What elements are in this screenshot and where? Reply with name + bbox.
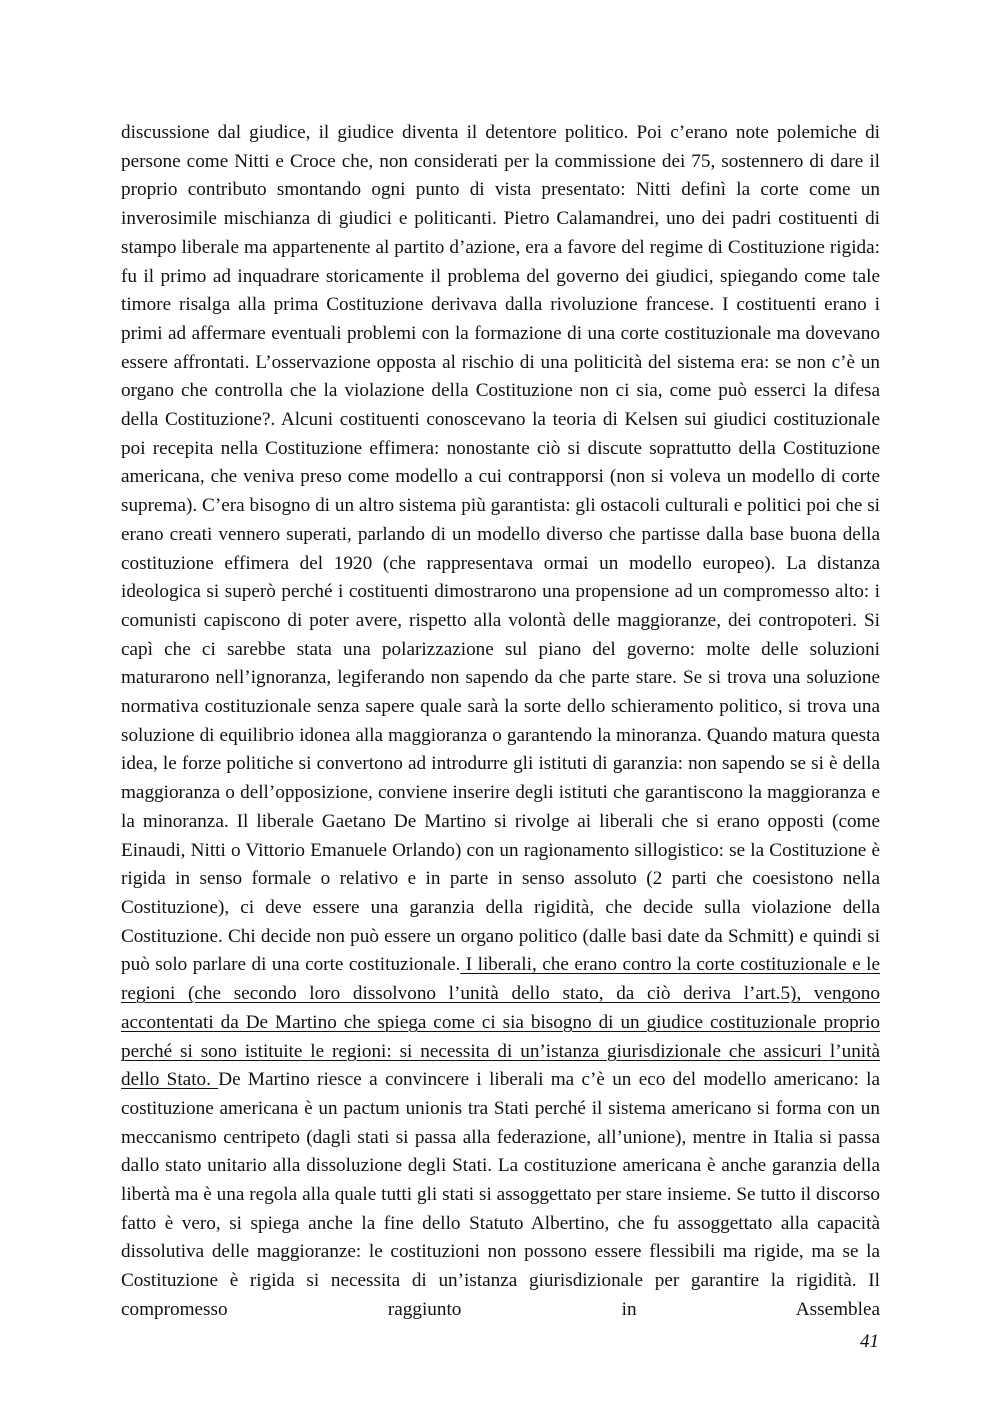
paragraph-text-after-underline: De Martino riesce a convincere i liberali ma c’è un eco del modello americano: la costituzione americana è un pactum unionis tra Stati perché il sistema americano si forma con un meccanismo centripeto (dagli stati si passa alla federazione, all’unione), mentre in Italia si passa dallo stato unitario alla dissoluzione degli Stati. La costituzione americana è anche garanzia della libertà ma è una regola alla quale tutti gli stati si assoggettato per stare insieme. Se tutto il discorso fatto è vero, si spiega anche la fine dello Statuto Albertino, che fu assoggettato alla capacità dissolutiva delle maggioranze: le costituzioni non possono essere flessibili ma rigide, ma se la Costituzione è rigida si necessita di un’istanza giurisdizionale per garantire la rigidità. Il compromesso raggiunto in Assemblea	[121, 1069, 881, 1320]
paragraph-text-underlined: I liberali, che erano contro la corte costituzionale e le regioni (che secondo loro dissolvono l’unità dello stato, da ciò deriva l’art.5), vengono accontentati da De Martino che spiega come ci sia bisogno di un giudice costituzionale proprio perché si sono istituite le regioni: si necessita di un’istanza giurisdizionale che assicuri l’unità dello Stato.	[121, 954, 880, 1091]
body-paragraph	[121, 119, 880, 1325]
paragraph-text-before-underline: discussione dal giudice, il giudice diventa il detentore politico. Poi c’erano note polemiche di persone come Nitti e Croce che, non considerati per la commissione dei 75, sostennero di dare il proprio contributo smontando ogni punto di vista presentato: Nitti definì la corte come un inverosimile mischianza di giudici e politicanti. Pietro Calamandrei, uno dei padri costituenti di stampo liberale ma appartenente al partito d’azione, era a favore del regime di Costituzione rigida: fu il primo ad inquadrare storicamente il problema del governo dei giudici, spiegando come tale timore risalga alla prima Costituzione derivava dalla rivoluzione francese. I costituenti erano i primi ad affermare eventuali problemi con la formazione di una corte costituzionale ma dovevano essere affrontati. L’osservazione opposta al rischio di una politicità del sistema era: se non c’è un organo che controlla che la violazione della Costituzione non ci sia, come può esserci la difesa della Costituzione?. Alcuni costituenti conoscevano la teoria di Kelsen sui giudici costituzionale poi recepita nella Costituzione effimera: nonostante ciò si discute soprattutto della Costituzione americana, che veniva preso come modello a cui contrapporsi (non si voleva un modello di corte suprema). C’era bisogno di un altro sistema più garantista: gli ostacoli culturali e politici poi che si erano creati vennero superati, parlando di un modello diverso che partisse dalla base buona della costituzione effimera del 1920 (che rappresentava ormai un modello europeo). La distanza ideologica si superò perché i costituenti dimostrarono una propensione ad un compromesso alto: i comunisti capiscono di poter avere, rispetto alla volontà delle maggioranze, dei contropoteri. Si capì che ci sarebbe stata una polarizzazione sul piano del governo: molte delle soluzioni maturarono nell’ignoranza, legiferando non sapendo da che parte stare. Se si trova una soluzione normativa costituzionale senza sapere quale sarà la sorte dello schieramento politico, si trova una soluzione di equilibrio idonea alla maggioranza o garantendo la minoranza. Quando matura questa idea, le forze politiche si convertono ad introdurre gli istituti di garanzia: non sapendo se si è della maggioranza o dell’opposizione, conviene inserire degli istituti che garantiscono la maggioranza e la minoranza. Il liberale Gaetano De Martino si rivolge ai liberali che si erano opposti (come Einaudi, Nitti o Vittorio Emanuele Orlando) con un ragionamento sillogistico: se la Costituzione è rigida in senso formale o relativo e in parte in senso assoluto (2 parti che coesistono nella Costituzione), ci deve essere una garanzia della rigidità, che decide sulla violazione della Costituzione. Chi decide non può essere un organo politico (dalle basi date da Schmitt) e quindi si può solo parlare di una corte costituzionale.	[121, 122, 880, 976]
page-number: 41	[860, 1331, 879, 1352]
